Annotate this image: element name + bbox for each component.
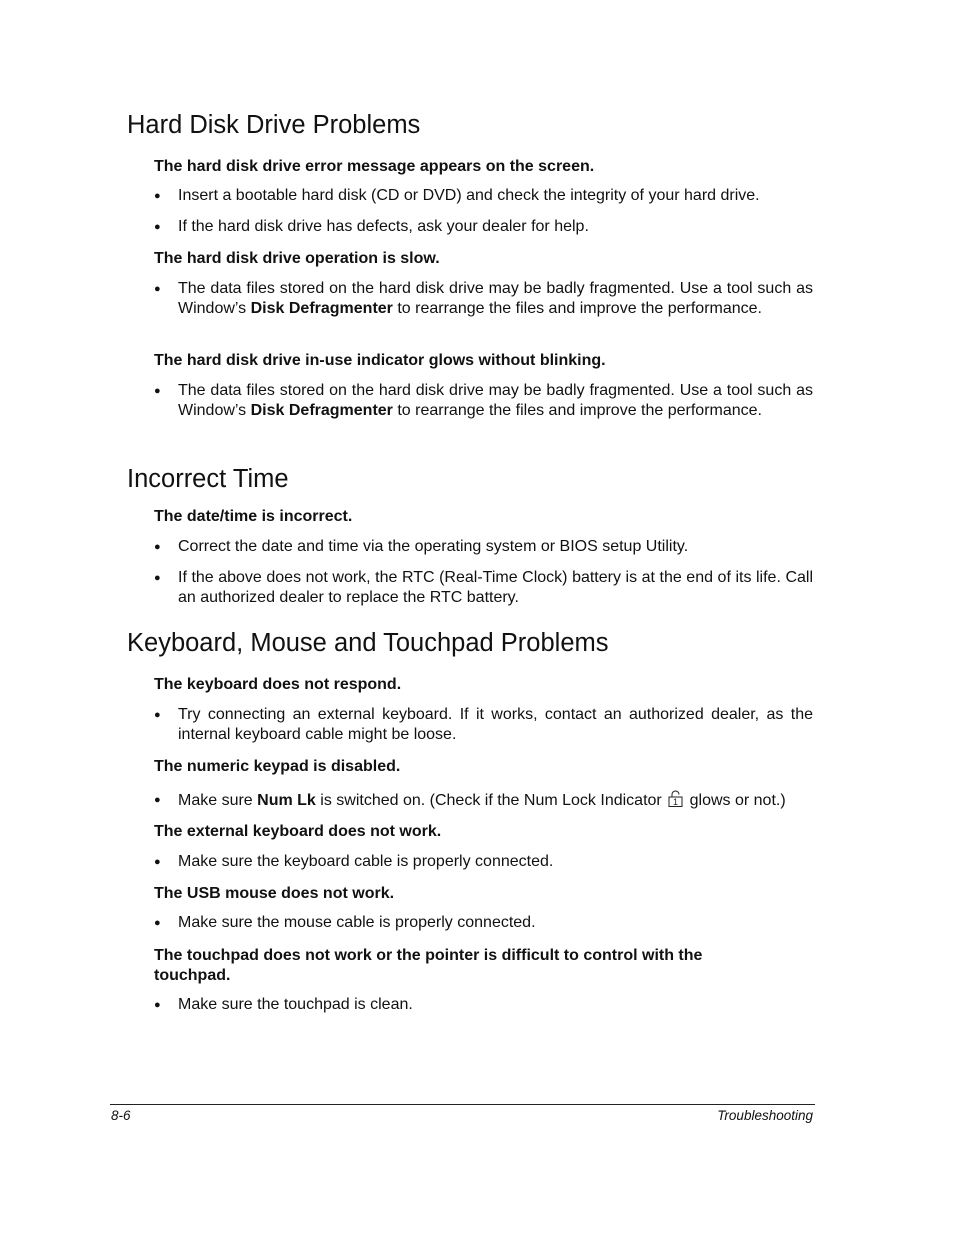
list-item: ● If the above does not work, the RTC (Real-Time Clock) battery is at the end of its life. Call an authorized dealer to replace the RTC battery. [154, 569, 813, 606]
question-date-time: The date/time is incorrect. [154, 508, 353, 525]
bullet-icon: ● [154, 572, 161, 584]
question-hdd-slow: The hard disk drive operation is slow. [154, 250, 440, 267]
list-item: ● Correct the date and time via the operating system or BIOS setup Utility. [154, 538, 689, 555]
emphasis-text: Disk Defragmenter [250, 402, 393, 419]
list-item: ● Try connecting an external keyboard. If it works, contact an authorized dealer, as the internal keyboard cable might be loose. [154, 706, 813, 743]
list-item: ● If the hard disk drive has defects, ask your dealer for help. [154, 218, 589, 235]
num-lock-icon-label: 1 [673, 797, 679, 807]
list-item: ● The data files stored on the hard disk drive may be badly fragmented. Use a tool such as Window’s Disk Defragmenter to rearrange the files and improve the performance. [154, 382, 813, 419]
emphasis-text: Disk Defragmenter [250, 300, 393, 317]
question-external-keyboard: The external keyboard does not work. [154, 823, 442, 840]
bullet-icon: ● [154, 999, 161, 1011]
section-heading-keyboard: Keyboard, Mouse and Touchpad Problems [127, 629, 609, 657]
list-item: ● Make sure the touchpad is clean. [154, 996, 413, 1013]
bullet-icon: ● [154, 541, 161, 553]
page-number: 8-6 [111, 1108, 131, 1123]
question-hdd-error: The hard disk drive error message appears on the screen. [154, 158, 595, 175]
section-heading-incorrect-time: Incorrect Time [127, 465, 289, 493]
question-touchpad: The touchpad does not work or the pointer is difficult to control with the touchpad. [154, 947, 703, 984]
bullet-icon: ● [154, 283, 161, 295]
list-item: ● Insert a bootable hard disk (CD or DVD) and check the integrity of your hard drive. [154, 187, 760, 204]
question-numeric-keypad: The numeric keypad is disabled. [154, 758, 401, 775]
num-lock-icon [668, 790, 683, 807]
bullet-icon: ● [154, 221, 161, 233]
bullet-icon: ● [154, 385, 161, 397]
list-item: ● Make sure the keyboard cable is properly connected. [154, 853, 554, 870]
bullet-icon: ● [154, 856, 161, 868]
bullet-icon: ● [154, 709, 161, 721]
list-item: ● Make sure Num Lk is switched on. (Check if the Num Lock Indicator 1 glows or not.) [154, 792, 786, 809]
chapter-title: Troubleshooting [717, 1108, 813, 1123]
bullet-icon: ● [154, 190, 161, 202]
question-hdd-indicator: The hard disk drive in-use indicator glows without blinking. [154, 352, 606, 369]
bullet-icon: ● [154, 794, 161, 806]
bullet-icon: ● [154, 917, 161, 929]
question-usb-mouse: The USB mouse does not work. [154, 885, 395, 902]
question-keyboard-no-response: The keyboard does not respond. [154, 676, 402, 693]
footer-divider [110, 1104, 815, 1105]
list-item: ● The data files stored on the hard disk drive may be badly fragmented. Use a tool such as Window’s Disk Defragmenter to rearrange the files and improve the performance. [154, 280, 813, 317]
emphasis-text: Num Lk [257, 792, 316, 809]
list-item: ● Make sure the mouse cable is properly connected. [154, 914, 536, 931]
section-heading-hard-disk: Hard Disk Drive Problems [127, 111, 421, 139]
